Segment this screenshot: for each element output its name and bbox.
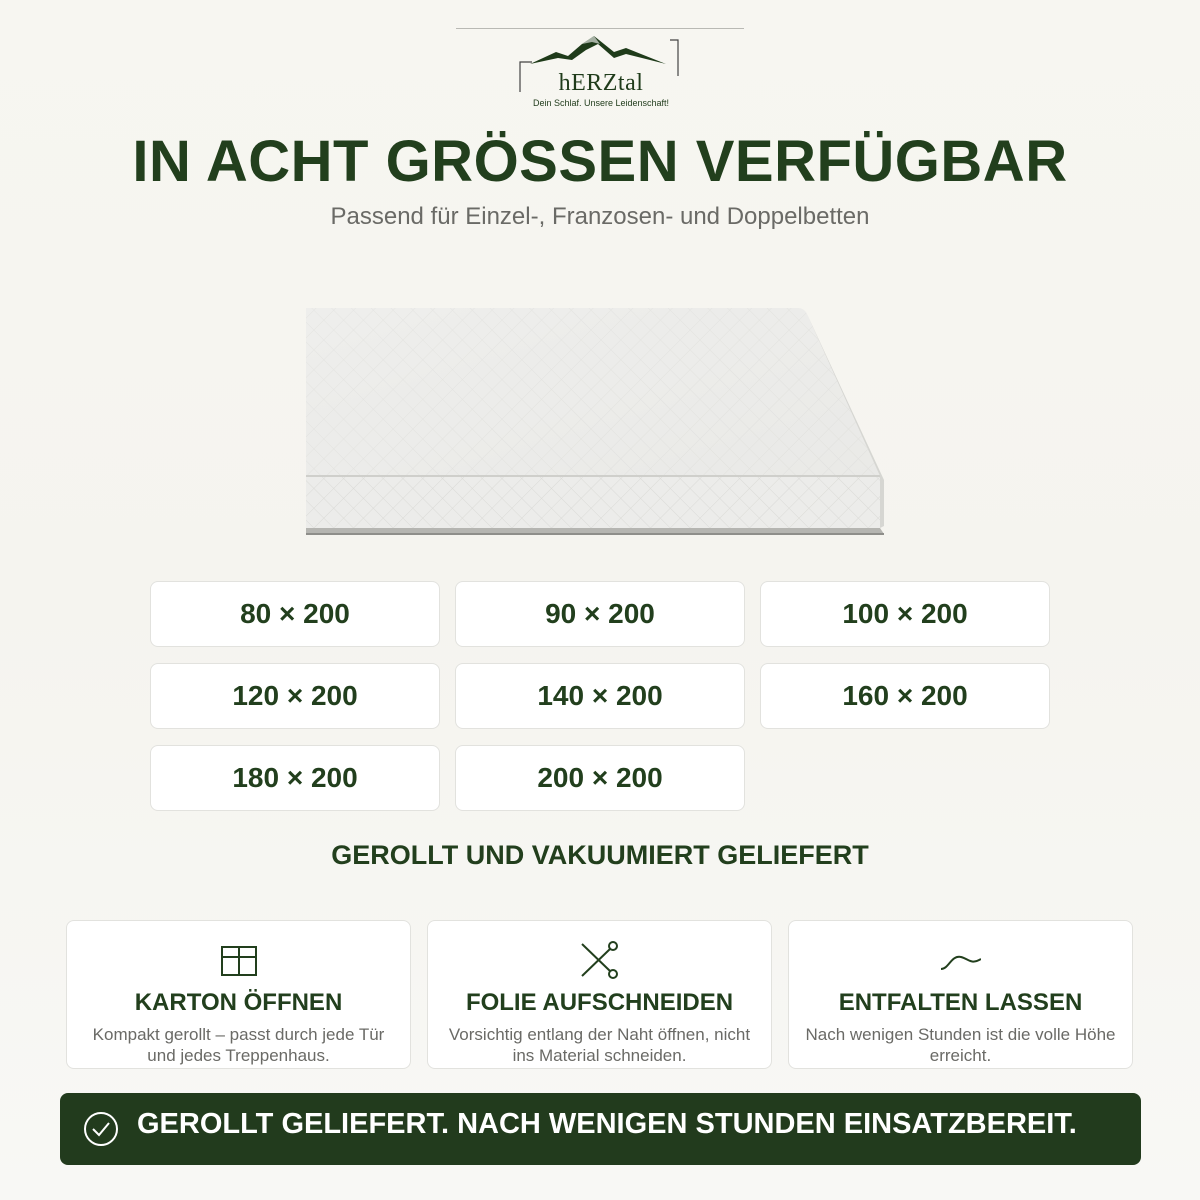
step-description: Nach wenigen Stunden ist die volle Höhe erreicht. <box>805 1025 1116 1065</box>
size-option[interactable]: 140 × 200 <box>455 663 745 729</box>
step-card-open-box <box>66 920 411 1069</box>
size-option[interactable]: 80 × 200 <box>150 581 440 647</box>
banner-text: GEROLLT GELIEFERT. NACH WENIGEN STUNDEN EINSATZBEREIT. <box>137 1108 1077 1140</box>
brand-tagline: Dein Schlaf. Unsere Leidenschaft! <box>532 98 670 108</box>
delivery-heading: GEROLLT UND VAKUUMIERT GELIEFERT <box>331 840 869 870</box>
delivery-banner <box>60 1093 1141 1165</box>
check-circle-icon <box>82 1110 120 1148</box>
step-card-unfold <box>788 920 1133 1069</box>
size-option[interactable]: 180 × 200 <box>150 745 440 811</box>
page-title: IN ACHT GRÖSSEN VERFÜGBAR <box>132 129 1068 194</box>
top-divider <box>456 28 744 29</box>
step-title: ENTFALTEN LASSEN <box>838 989 1083 1016</box>
size-option[interactable]: 160 × 200 <box>760 663 1050 729</box>
size-option[interactable]: 200 × 200 <box>455 745 745 811</box>
step-title: FOLIE AUFSCHNEIDEN <box>465 989 734 1016</box>
step-description: Vorsichtig entlang der Naht öffnen, nicht ins Material schneiden. <box>448 1025 751 1065</box>
step-title: KARTON ÖFFNEN <box>134 989 343 1016</box>
step-description: Kompakt gerollt – passt durch jede Tür und jedes Treppenhaus. <box>92 1025 385 1065</box>
step-card-cut-foil <box>427 920 772 1069</box>
size-option[interactable]: 100 × 200 <box>760 581 1050 647</box>
page-subtitle: Passend für Einzel-, Franzosen- und Doppelbetten <box>330 203 870 230</box>
brand-logo <box>516 30 686 112</box>
wave-icon <box>941 941 981 981</box>
size-option[interactable]: 90 × 200 <box>455 581 745 647</box>
brand-name: hERZtal <box>558 70 644 96</box>
scissors-icon <box>580 941 620 981</box>
box-icon <box>219 941 259 981</box>
mattress-image <box>304 300 904 550</box>
size-option[interactable]: 120 × 200 <box>150 663 440 729</box>
